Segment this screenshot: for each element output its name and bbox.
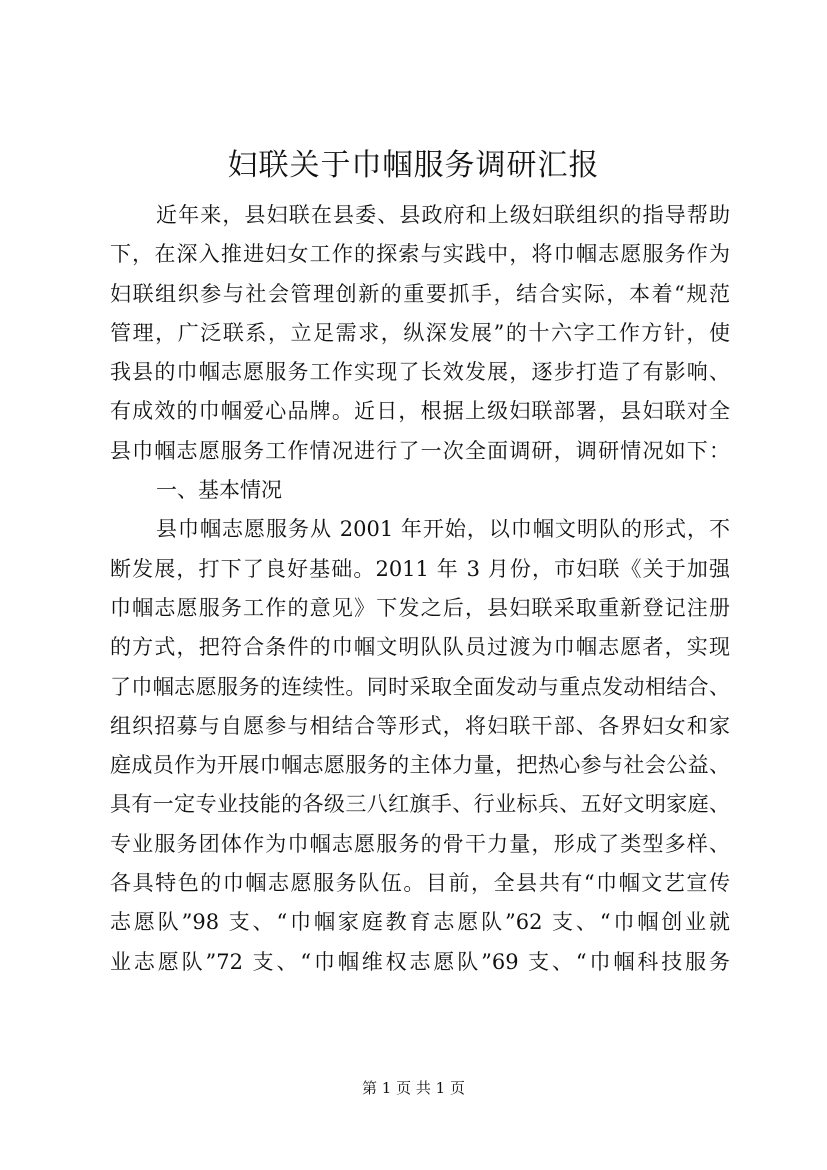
body-line: 下，在深入推进妇女工作的探索与实践中，将巾帼志愿服务作为: [110, 242, 730, 267]
body-line: 管理，广泛联系，立足需求，纵深发展”的十六字工作方针，使: [110, 320, 730, 345]
body-line: 有成效的巾帼爱心品牌。近日，根据上级妇联部署，县妇联对全: [110, 399, 730, 424]
document-body: [110, 196, 730, 982]
body-line: 具有一定专业技能的各级三八红旗手、行业标兵、五好文明家庭、: [110, 792, 730, 817]
section-heading: 一、基本情况: [156, 478, 282, 503]
document-title: 妇联关于巾帼服务调研汇报: [227, 148, 600, 183]
body-line: 巾帼志愿服务工作的意见》下发之后，县妇联采取重新登记注册: [110, 595, 730, 620]
body-line: 志愿队”98 支、“巾帼家庭教育志愿队”62 支、“巾帼创业就: [110, 910, 730, 935]
body-line: 庭成员作为开展巾帼志愿服务的主体力量，把热心参与社会公益、: [110, 753, 730, 778]
body-line: 了巾帼志愿服务的连续性。同时采取全面发动与重点发动相结合、: [110, 674, 730, 699]
body-line: 近年来，县妇联在县委、县政府和上级妇联组织的指导帮助: [156, 203, 730, 227]
body-line: 县巾帼志愿服务工作情况进行了一次全面调研，调研情况如下：: [110, 438, 730, 463]
body-line: 组织招募与自愿参与相结合等形式，将妇联干部、各界妇女和家: [110, 713, 730, 738]
body-line: 各具特色的巾帼志愿服务队伍。目前，全县共有“巾帼文艺宣传: [110, 871, 730, 896]
body-line: 的方式，把符合条件的巾帼文明队队员过渡为巾帼志愿者，实现: [110, 635, 730, 660]
body-line: 断发展，打下了良好基础。2011 年 3 月份，市妇联《关于加强: [110, 556, 730, 581]
body-line: 我县的巾帼志愿服务工作实现了长效发展，逐步打造了有影响、: [110, 360, 730, 385]
body-line: 县巾帼志愿服务从 2001 年开始，以巾帼文明队的形式，不: [156, 517, 730, 542]
page-number-footer: 第 1 页 共 1 页: [362, 1079, 465, 1097]
body-line: 专业服务团体作为巾帼志愿服务的骨干力量，形成了类型多样、: [110, 831, 730, 856]
body-line: 业志愿队”72 支、“巾帼维权志愿队”69 支、“巾帼科技服务: [110, 949, 730, 974]
body-line: 妇联组织参与社会管理创新的重要抓手，结合实际，本着“规范: [110, 281, 730, 306]
